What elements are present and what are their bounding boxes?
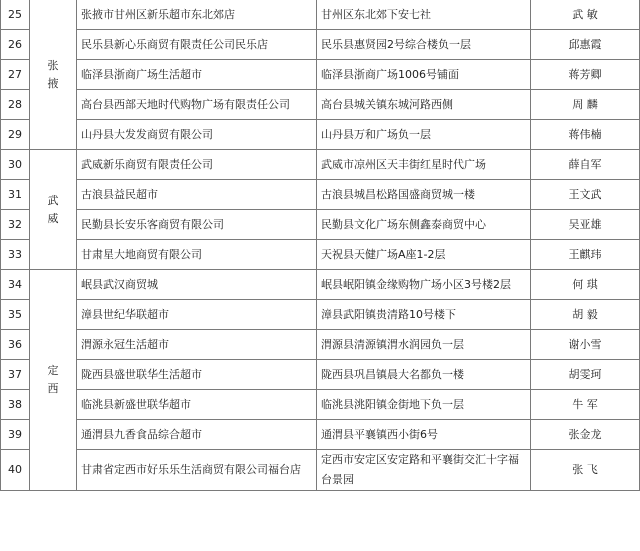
contact-person: 蒋芳卿 [531, 60, 640, 90]
table-row [1, 330, 640, 360]
row-number: 28 [1, 90, 30, 120]
contact-person: 王麒玮 [531, 240, 640, 270]
contact-person: 胡 毅 [531, 300, 640, 330]
region-char: 掖 [47, 76, 59, 90]
store-address: 古浪县城昌松路国盛商贸城一楼 [317, 180, 531, 210]
table-row [1, 420, 640, 450]
row-number: 35 [1, 300, 30, 330]
store-name: 通渭县九香食品综合超市 [77, 420, 317, 450]
region-char: 武 [47, 193, 59, 207]
contact-person: 邱惠霞 [531, 30, 640, 60]
store-address: 漳县武阳镇贵清路10号楼下 [317, 300, 531, 330]
store-name: 民乐县新心乐商贸有限责任公司民乐店 [77, 30, 317, 60]
store-address: 通渭县平襄镇西小街6号 [317, 420, 531, 450]
row-number: 26 [1, 30, 30, 60]
store-name: 张掖市甘州区新乐超市东北郊店 [77, 0, 317, 30]
table-row [1, 240, 640, 270]
store-address: 武威市凉州区天丰街红星时代广场 [317, 150, 531, 180]
store-name: 古浪县益民超市 [77, 180, 317, 210]
store-address: 甘州区东北郊下安七社 [317, 0, 531, 30]
table-row [1, 150, 640, 180]
store-name: 高台县西部天地时代购物广场有限责任公司 [77, 90, 317, 120]
row-number: 38 [1, 390, 30, 420]
store-name: 渭源永冠生活超市 [77, 330, 317, 360]
table-row [1, 270, 640, 300]
store-name: 临洮县新盛世联华超市 [77, 390, 317, 420]
row-number: 27 [1, 60, 30, 90]
store-address: 临洮县洮阳镇金街地下负一层 [317, 390, 531, 420]
table-row [1, 180, 640, 210]
store-address: 岷县岷阳镇金缘购物广场小区3号楼2层 [317, 270, 531, 300]
table-row [1, 360, 640, 390]
table-row [1, 450, 640, 491]
store-address: 高台县城关镇东城河路西侧 [317, 90, 531, 120]
store-name: 武威新乐商贸有限责任公司 [77, 150, 317, 180]
store-address: 定西市安定区安定路和平襄街交汇十字福台景园 [317, 450, 531, 491]
table-row [1, 90, 640, 120]
table-row [1, 60, 640, 90]
region-char: 张 [47, 58, 59, 72]
row-number: 31 [1, 180, 30, 210]
table-row [1, 390, 640, 420]
row-number: 29 [1, 120, 30, 150]
contact-person: 张金龙 [531, 420, 640, 450]
row-number: 37 [1, 360, 30, 390]
store-name: 漳县世纪华联超市 [77, 300, 317, 330]
contact-person: 胡雯珂 [531, 360, 640, 390]
store-name: 陇西县盛世联华生活超市 [77, 360, 317, 390]
store-name: 甘肃星大地商贸有限公司 [77, 240, 317, 270]
region-cell-dingxi [30, 270, 77, 491]
store-address: 临泽县浙商广场1006号铺面 [317, 60, 531, 90]
contact-person: 谢小雪 [531, 330, 640, 360]
table-row [1, 0, 640, 30]
table-row [1, 120, 640, 150]
region-cell-zhangye [30, 0, 77, 150]
row-number: 34 [1, 270, 30, 300]
contact-person: 吴亚雄 [531, 210, 640, 240]
contact-person: 牛 军 [531, 390, 640, 420]
row-number: 30 [1, 150, 30, 180]
row-number: 36 [1, 330, 30, 360]
contact-person: 蒋伟楠 [531, 120, 640, 150]
region-char: 定 [47, 364, 59, 377]
store-name: 民勤县长安乐客商贸有限公司 [77, 210, 317, 240]
region-cell-wuwei [30, 150, 77, 270]
row-number: 32 [1, 210, 30, 240]
contact-person: 薛自军 [531, 150, 640, 180]
contact-person: 何 琪 [531, 270, 640, 300]
row-number: 40 [1, 450, 30, 491]
store-address: 山丹县万和广场负一层 [317, 120, 531, 150]
store-name: 甘肃省定西市好乐乐生活商贸有限公司福台店 [77, 450, 317, 491]
row-number: 39 [1, 420, 30, 450]
store-address: 民乐县惠贤园2号综合楼负一层 [317, 30, 531, 60]
store-address: 天祝县天健广场A座1-2层 [317, 240, 531, 270]
store-address: 民勤县文化广场东侧鑫泰商贸中心 [317, 210, 531, 240]
contact-person: 周 麟 [531, 90, 640, 120]
row-number: 33 [1, 240, 30, 270]
table-row [1, 300, 640, 330]
table-row [1, 210, 640, 240]
contact-person: 武 敏 [531, 0, 640, 30]
region-char: 威 [47, 211, 59, 225]
store-name: 山丹县大发发商贸有限公司 [77, 120, 317, 150]
store-name: 岷县武汉商贸城 [77, 270, 317, 300]
region-char: 西 [47, 382, 59, 395]
contact-person: 王文武 [531, 180, 640, 210]
contact-person: 张 飞 [531, 450, 640, 491]
row-number: 25 [1, 0, 30, 30]
store-address: 陇西县巩昌镇晨大名都负一楼 [317, 360, 531, 390]
store-address: 渭源县清源镇渭水润园负一层 [317, 330, 531, 360]
store-name: 临泽县浙商广场生活超市 [77, 60, 317, 90]
table-row [1, 30, 640, 60]
